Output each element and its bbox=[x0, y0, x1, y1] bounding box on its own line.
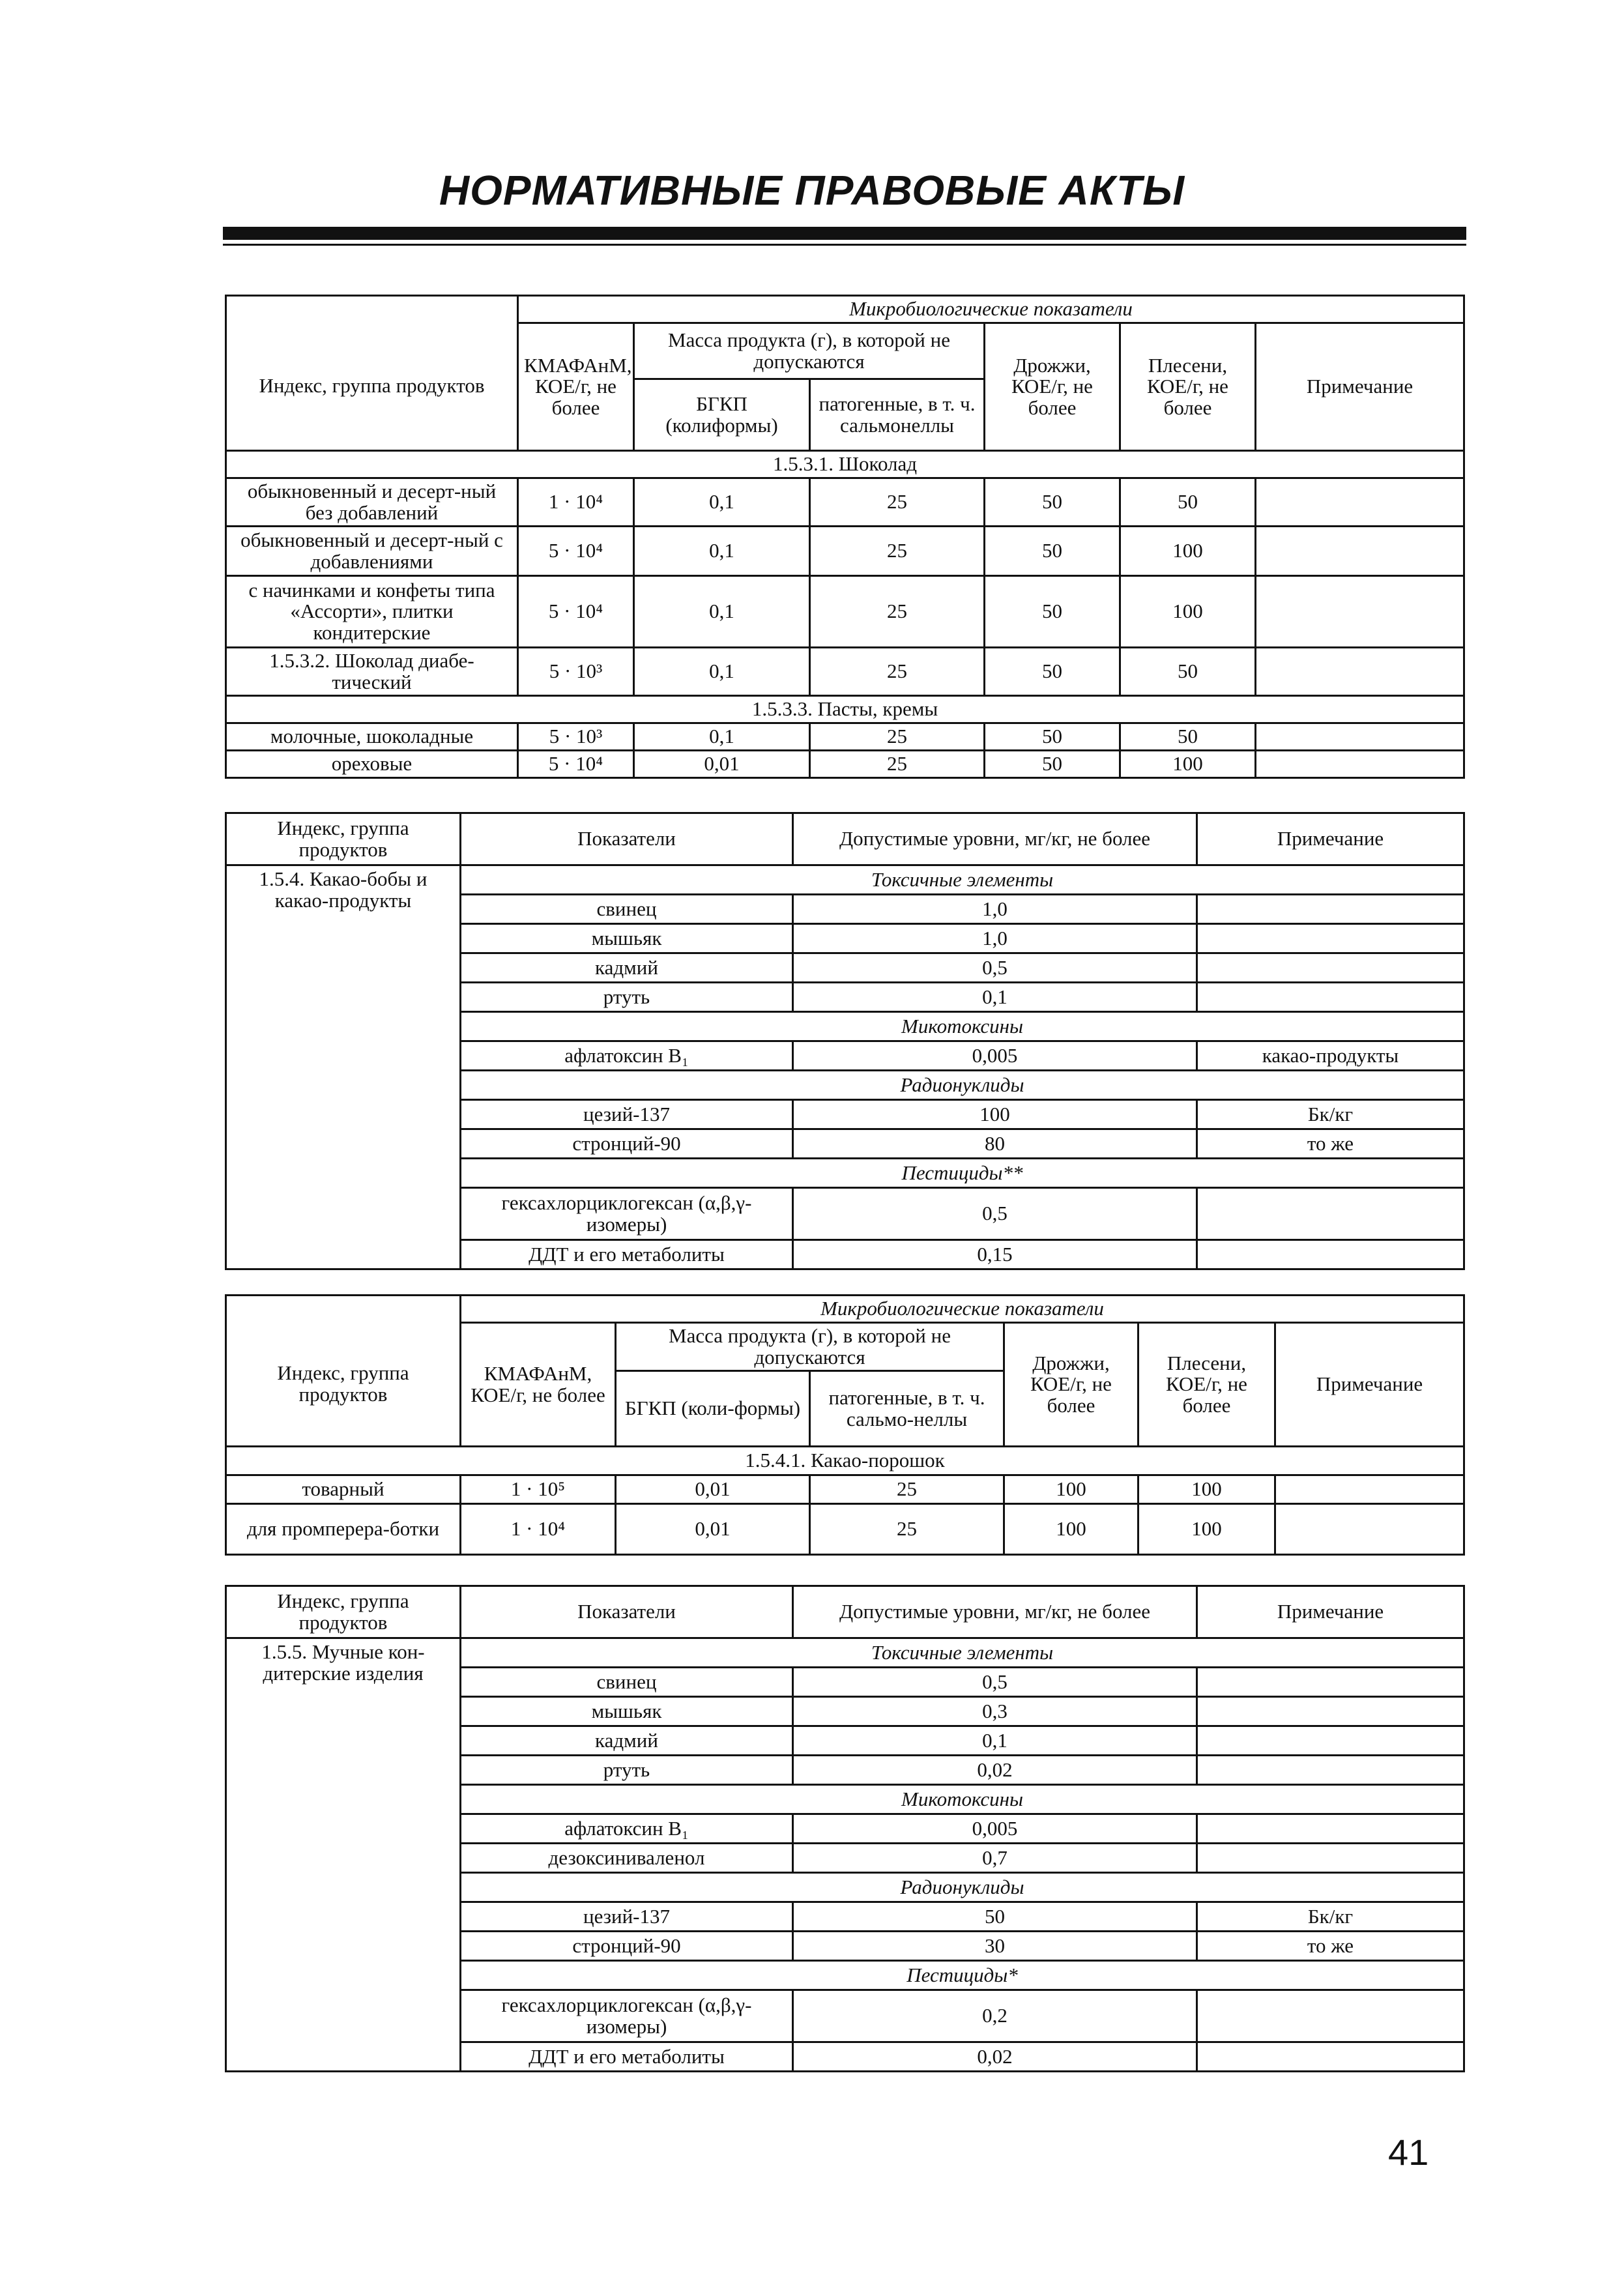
index-column-header: Индекс, группа продуктов bbox=[226, 813, 461, 865]
kmafanm-value: 5 · 10³ bbox=[518, 648, 634, 696]
indicator-note bbox=[1197, 1697, 1464, 1726]
yeast-value: 50 bbox=[985, 478, 1120, 527]
index-column-header: Индекс, группа продуктов bbox=[226, 1586, 461, 1638]
yeast-column-header: Дрожжи, КОЕ/г, не более bbox=[1004, 1323, 1138, 1447]
note-value bbox=[1256, 648, 1464, 696]
note-value bbox=[1256, 527, 1464, 576]
product-group-label: 1.5.5. Мучные кон-дитерские изделия bbox=[226, 1638, 461, 2072]
pathogens-value: 25 bbox=[810, 1475, 1004, 1504]
indicator-name: цезий-137 bbox=[461, 1100, 793, 1129]
index-header-top bbox=[226, 1296, 461, 1323]
section-row: 1.5.3.1. Шоколад bbox=[226, 451, 1464, 478]
category-row: Радионуклиды bbox=[461, 1071, 1464, 1100]
indicator-note bbox=[1197, 1668, 1464, 1697]
indicator-name: кадмий bbox=[461, 953, 793, 983]
indicator-name: свинец bbox=[461, 1668, 793, 1697]
section-row: 1.5.3.3. Пасты, кремы bbox=[226, 696, 1464, 723]
kmafanm-column-header: КМАФАнМ, КОЕ/г, не более bbox=[518, 323, 634, 451]
indicator-value: 50 bbox=[793, 1902, 1197, 1932]
mold-value: 100 bbox=[1120, 576, 1256, 648]
indicator-note bbox=[1197, 1756, 1464, 1785]
indicator-name: ДДТ и его метаболиты bbox=[461, 2042, 793, 2072]
section-row: 1.5.4.1. Какао-порошок bbox=[226, 1447, 1464, 1475]
bgkp-value: 0,1 bbox=[634, 478, 810, 527]
kmafanm-value: 5 · 10³ bbox=[518, 723, 634, 751]
indicator-note: Бк/кг bbox=[1197, 1902, 1464, 1932]
indicator-value: 1,0 bbox=[793, 924, 1197, 953]
indicator-note: какао-продукты bbox=[1197, 1041, 1464, 1071]
indicator-name: цезий-137 bbox=[461, 1902, 793, 1932]
indicator-value: 0,005 bbox=[793, 1041, 1197, 1071]
indicator-value: 0,2 bbox=[793, 1990, 1197, 2042]
indicator-value: 0,5 bbox=[793, 1188, 1197, 1240]
note-column-header: Примечание bbox=[1275, 1323, 1464, 1447]
yeast-value: 50 bbox=[985, 751, 1120, 778]
indicator-name: ртуть bbox=[461, 1756, 793, 1785]
page-header-title: НОРМАТИВНЫЕ ПРАВОВЫЕ АКТЫ bbox=[439, 167, 1185, 214]
index-header-top bbox=[226, 296, 518, 323]
kmafanm-value: 1 · 10⁴ bbox=[461, 1504, 616, 1555]
mold-value: 50 bbox=[1120, 648, 1256, 696]
indicator-note bbox=[1197, 1240, 1464, 1269]
indicator-name: стронций-90 bbox=[461, 1129, 793, 1159]
indicator-note bbox=[1197, 1726, 1464, 1756]
pathogens-value: 25 bbox=[810, 478, 985, 527]
indicator-note: то же bbox=[1197, 1932, 1464, 1961]
pathogens-value: 25 bbox=[810, 576, 985, 648]
kmafanm-value: 5 · 10⁴ bbox=[518, 751, 634, 778]
index-column-header: Индекс, группа продуктов bbox=[226, 323, 518, 451]
yeast-value: 50 bbox=[985, 648, 1120, 696]
indicator-note bbox=[1197, 1990, 1464, 2042]
product-group-label: 1.5.4. Какао-бобы и какао-продукты bbox=[226, 865, 461, 1269]
levels-column-header: Допустимые уровни, мг/кг, не более bbox=[793, 813, 1197, 865]
category-row: Токсичные элементы bbox=[461, 865, 1464, 895]
indicator-value: 30 bbox=[793, 1932, 1197, 1961]
indicator-value: 100 bbox=[793, 1100, 1197, 1129]
note-value bbox=[1256, 576, 1464, 648]
indicators-column-header: Показатели bbox=[461, 1586, 793, 1638]
kmafanm-column-header: КМАФАнМ, КОЕ/г, не более bbox=[461, 1323, 616, 1447]
micro-group-header: Микробиологические показатели bbox=[518, 296, 1464, 323]
bgkp-value: 0,01 bbox=[616, 1475, 810, 1504]
product-label: обыкновенный и десерт-ный с добавлениями bbox=[226, 527, 518, 576]
indicator-name: стронций-90 bbox=[461, 1932, 793, 1961]
contaminants-table-cocoa bbox=[225, 812, 1465, 1270]
indicator-value: 0,3 bbox=[793, 1697, 1197, 1726]
micro-group-header: Микробиологические показатели bbox=[461, 1296, 1464, 1323]
indicator-note: то же bbox=[1197, 1129, 1464, 1159]
indicator-value: 0,5 bbox=[793, 1668, 1197, 1697]
indicator-value: 1,0 bbox=[793, 895, 1197, 924]
note-value bbox=[1256, 723, 1464, 751]
indicator-value: 0,005 bbox=[793, 1814, 1197, 1844]
yeast-column-header: Дрожжи, КОЕ/г, не более bbox=[985, 323, 1120, 451]
indicator-value: 0,02 bbox=[793, 1756, 1197, 1785]
contaminants-table-flour-confectionery bbox=[225, 1585, 1465, 2072]
yeast-value: 100 bbox=[1004, 1504, 1138, 1555]
kmafanm-value: 5 · 10⁴ bbox=[518, 576, 634, 648]
pathogens-value: 25 bbox=[810, 723, 985, 751]
bgkp-value: 0,01 bbox=[634, 751, 810, 778]
category-row: Пестициды** bbox=[461, 1159, 1464, 1188]
indicator-value: 80 bbox=[793, 1129, 1197, 1159]
index-column-header: Индекс, группа продуктов bbox=[226, 1323, 461, 1447]
microbiology-table-chocolate bbox=[225, 295, 1465, 779]
indicator-name: мышьяк bbox=[461, 1697, 793, 1726]
indicator-value: 0,7 bbox=[793, 1844, 1197, 1873]
indicator-name: дезоксиниваленол bbox=[461, 1844, 793, 1873]
pathogens-column-header: патогенные, в т. ч. сальмонеллы bbox=[810, 379, 985, 451]
indicator-note bbox=[1197, 953, 1464, 983]
mold-value: 100 bbox=[1120, 751, 1256, 778]
note-value bbox=[1275, 1504, 1464, 1555]
mold-value: 50 bbox=[1120, 723, 1256, 751]
levels-column-header: Допустимые уровни, мг/кг, не более bbox=[793, 1586, 1197, 1638]
indicator-name: афлатоксин B₁ bbox=[461, 1041, 793, 1071]
category-row: Микотоксины bbox=[461, 1785, 1464, 1814]
indicator-note bbox=[1197, 1814, 1464, 1844]
indicator-value: 0,15 bbox=[793, 1240, 1197, 1269]
indicator-note bbox=[1197, 924, 1464, 953]
indicator-value: 0,1 bbox=[793, 1726, 1197, 1756]
product-label: ореховые bbox=[226, 751, 518, 778]
bgkp-value: 0,1 bbox=[634, 527, 810, 576]
header-rule bbox=[223, 227, 1466, 240]
product-label: молочные, шоколадные bbox=[226, 723, 518, 751]
kmafanm-value: 1 · 10⁵ bbox=[461, 1475, 616, 1504]
indicator-name: мышьяк bbox=[461, 924, 793, 953]
yeast-value: 100 bbox=[1004, 1475, 1138, 1504]
product-label: с начинками и конфеты типа «Ассорти», плитки кондитерские bbox=[226, 576, 518, 648]
indicator-note bbox=[1197, 2042, 1464, 2072]
category-row: Пестициды* bbox=[461, 1961, 1464, 1990]
bgkp-column-header: БГКП (колиформы) bbox=[634, 379, 810, 451]
yeast-value: 50 bbox=[985, 527, 1120, 576]
category-row: Микотоксины bbox=[461, 1012, 1464, 1041]
indicator-name: свинец bbox=[461, 895, 793, 924]
product-label: 1.5.3.2. Шоколад диабе-тический bbox=[226, 648, 518, 696]
pathogens-value: 25 bbox=[810, 751, 985, 778]
note-value bbox=[1256, 478, 1464, 527]
yeast-value: 50 bbox=[985, 576, 1120, 648]
indicator-note: Бк/кг bbox=[1197, 1100, 1464, 1129]
bgkp-value: 0,1 bbox=[634, 723, 810, 751]
mold-value: 100 bbox=[1120, 527, 1256, 576]
note-column-header: Примечание bbox=[1256, 323, 1464, 451]
mass-column-header: Масса продукта (г), в которой не допускаются bbox=[634, 323, 985, 379]
indicator-name: кадмий bbox=[461, 1726, 793, 1756]
note-value bbox=[1275, 1475, 1464, 1504]
page-number: 41 bbox=[1388, 2132, 1429, 2173]
indicator-name: гексахлорциклогексан (α,β,γ-изомеры) bbox=[461, 1188, 793, 1240]
mold-column-header: Плесени, КОЕ/г, не более bbox=[1138, 1323, 1275, 1447]
microbiology-table-cocoa-powder bbox=[225, 1294, 1465, 1556]
pathogens-value: 25 bbox=[810, 527, 985, 576]
indicator-note bbox=[1197, 895, 1464, 924]
note-column-header: Примечание bbox=[1197, 1586, 1464, 1638]
product-label: обыкновенный и десерт-ный без добавлений bbox=[226, 478, 518, 527]
mold-value: 100 bbox=[1138, 1475, 1275, 1504]
bgkp-value: 0,01 bbox=[616, 1504, 810, 1555]
mold-value: 50 bbox=[1120, 478, 1256, 527]
mold-value: 100 bbox=[1138, 1504, 1275, 1555]
indicator-name: ДДТ и его метаболиты bbox=[461, 1240, 793, 1269]
mold-column-header: Плесени, КОЕ/г, не более bbox=[1120, 323, 1256, 451]
indicator-value: 0,5 bbox=[793, 953, 1197, 983]
header-rule-thin bbox=[223, 244, 1466, 246]
product-label: для промперера-ботки bbox=[226, 1504, 461, 1555]
pathogens-value: 25 bbox=[810, 1504, 1004, 1555]
indicator-name: гексахлорциклогексан (α,β,γ-изомеры) bbox=[461, 1990, 793, 2042]
kmafanm-value: 5 · 10⁴ bbox=[518, 527, 634, 576]
indicator-name: афлатоксин B₁ bbox=[461, 1814, 793, 1844]
indicator-name: ртуть bbox=[461, 983, 793, 1012]
product-label: товарный bbox=[226, 1475, 461, 1504]
indicator-note bbox=[1197, 1844, 1464, 1873]
bgkp-value: 0,1 bbox=[634, 648, 810, 696]
category-row: Радионуклиды bbox=[461, 1873, 1464, 1902]
bgkp-value: 0,1 bbox=[634, 576, 810, 648]
yeast-value: 50 bbox=[985, 723, 1120, 751]
note-value bbox=[1256, 751, 1464, 778]
pathogens-column-header: патогенные, в т. ч. сальмо-неллы bbox=[810, 1371, 1004, 1447]
indicator-value: 0,02 bbox=[793, 2042, 1197, 2072]
mass-column-header: Масса продукта (г), в которой не допускаются bbox=[616, 1323, 1004, 1371]
note-column-header: Примечание bbox=[1197, 813, 1464, 865]
bgkp-column-header: БГКП (коли-формы) bbox=[616, 1371, 810, 1447]
kmafanm-value: 1 · 10⁴ bbox=[518, 478, 634, 527]
indicator-value: 0,1 bbox=[793, 983, 1197, 1012]
pathogens-value: 25 bbox=[810, 648, 985, 696]
category-row: Токсичные элементы bbox=[461, 1638, 1464, 1668]
indicator-note bbox=[1197, 983, 1464, 1012]
indicator-note bbox=[1197, 1188, 1464, 1240]
indicators-column-header: Показатели bbox=[461, 813, 793, 865]
